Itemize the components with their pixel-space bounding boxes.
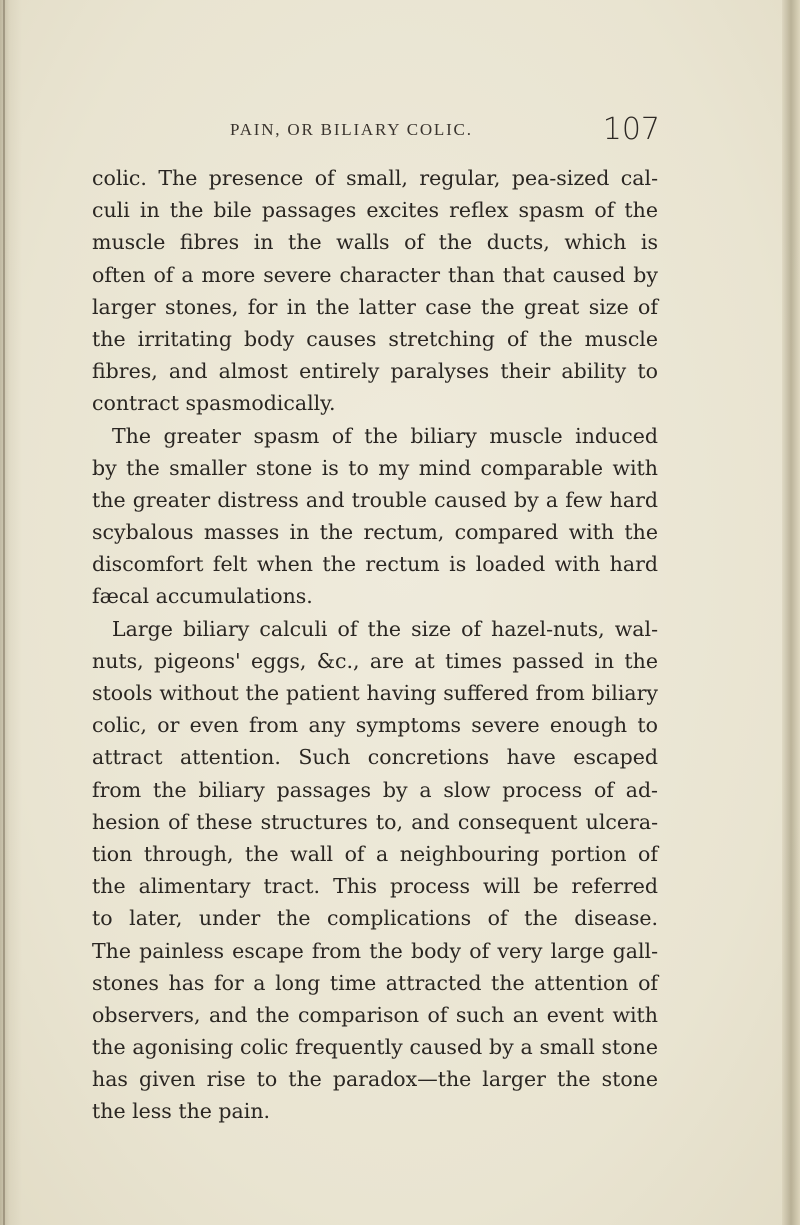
spine-shadow [782,0,800,1225]
text-line: contract spasmodically. [92,391,336,416]
text-line: fæcal accumulations. [92,584,313,609]
text-line: larger stones, for in the latter case the great size of [92,294,658,319]
text-line: the irritating body causes stretching of the muscle [92,326,658,351]
text-line: discomfort felt when the rectum is loaded with hard [92,552,658,577]
text-line: colic, or even from any symptoms severe enough to [92,713,658,738]
page-number: 107 [602,112,660,147]
text-line: tion through, the wall of a neighbouring portion of [92,841,658,866]
text-line: The painless escape from the body of very large gall- [92,938,658,963]
text-line: from the biliary passages by a slow process of ad- [92,777,658,802]
text-line: often of a more severe character than that caused by [92,262,658,287]
body-text [92,162,658,1128]
text-line: muscle fibres in the walls of the ducts, which is [92,230,658,255]
text-line: to later, under the complications of the disease. [92,906,658,931]
text-line: the greater distress and trouble caused by a few hard [92,487,658,512]
running-head [230,112,660,156]
text-line: culi in the bile passages excites reflex spasm of the [92,198,658,223]
text-line: stones has for a long time attracted the attention of [92,970,658,995]
text-line: by the smaller stone is to my mind comparable with [92,455,658,480]
text-line: Large biliary calculi of the size of hazel-nuts, wal- [112,616,658,641]
text-line: has given rise to the paradox—the larger the stone [92,1067,658,1092]
text-line: fibres, and almost entirely paralyses their ability to [92,359,658,384]
text-line: the alimentary tract. This process will be referred [92,874,658,899]
text-line: stools without the patient having suffered from biliary [92,681,658,705]
page-edge [3,0,5,1225]
text-line: colic. The presence of small, regular, pea-sized cal- [92,166,658,190]
running-title: PAIN, OR BILIARY COLIC. [230,120,473,139]
text-line: scybalous masses in the rectum, compared with the [92,520,658,545]
text-line: attract attention. Such concretions have escaped [92,745,658,770]
text-line: hesion of these structures to, and consequent ulcera- [92,809,658,834]
text-line: observers, and the comparison of such an event with [92,1002,658,1027]
text-line: the less the pain. [92,1099,271,1124]
text-line: nuts, pigeons' eggs, &c., are at times passed in the [92,648,658,673]
text-line: The greater spasm of the biliary muscle induced [112,423,658,448]
text-line: the agonising colic frequently caused by a small stone [92,1035,658,1060]
